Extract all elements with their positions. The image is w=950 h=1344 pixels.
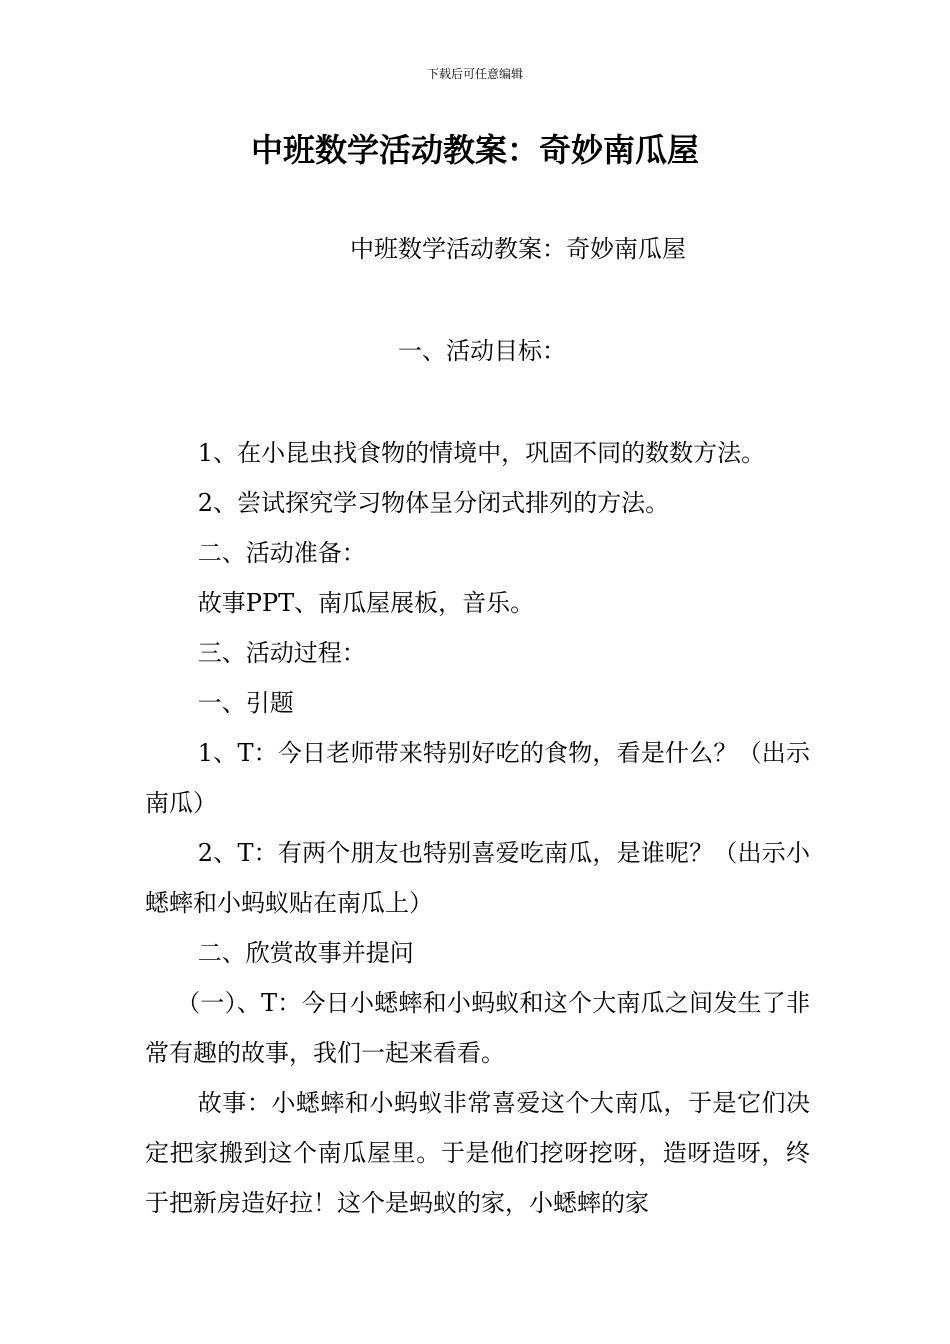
paragraph-intro-2: 2、T：有两个朋友也特别喜爱吃南瓜，是谁呢？（出示小蟋蟀和小蚂蚁贴在南瓜上）: [145, 839, 810, 917]
heading-preparation: 二、活动准备：: [197, 539, 366, 567]
header-note: 下载后可任意编辑: [426, 67, 523, 81]
paragraph-story-intro: （一）、T：今日小蟋蟀和小蚂蚁和这个大南瓜之间发生了非常有趣的故事，我们一起来看看。: [145, 989, 810, 1067]
document-subtitle: 中班数学活动教案：奇妙南瓜屋: [350, 235, 686, 263]
paragraph-story: 故事：小蟋蟀和小蚂蚁非常喜爱这个大南瓜，于是它们决定把家搬到这个南瓜屋里。于是他们挖呀挖呀，造呀造呀，终于把新房造好拉！这个是蚂蚁的家，小蟋蟀的家: [145, 1089, 810, 1217]
heading-process: 三、活动过程：: [197, 639, 366, 667]
section-heading-goals: 一、活动目标：: [398, 337, 566, 365]
heading-story: 二、欣赏故事并提问: [197, 939, 414, 967]
paragraph-goal-1: 1、在小昆虫找食物的情境中，巩固不同的数数方法。: [197, 439, 766, 467]
paragraph-preparation: 故事PPT、南瓜屋展板，音乐。: [197, 589, 535, 617]
paragraph-intro-1: 1、T：今日老师带来特别好吃的食物，看是什么？（出示南瓜）: [145, 739, 810, 817]
body-text: [145, 428, 810, 1228]
heading-intro: 一、引题: [197, 689, 294, 717]
paragraph-goal-2: 2、尝试探究学习物体呈分闭式排列的方法。: [197, 489, 670, 517]
document-title: 中班数学活动教案：奇妙南瓜屋: [250, 131, 699, 169]
